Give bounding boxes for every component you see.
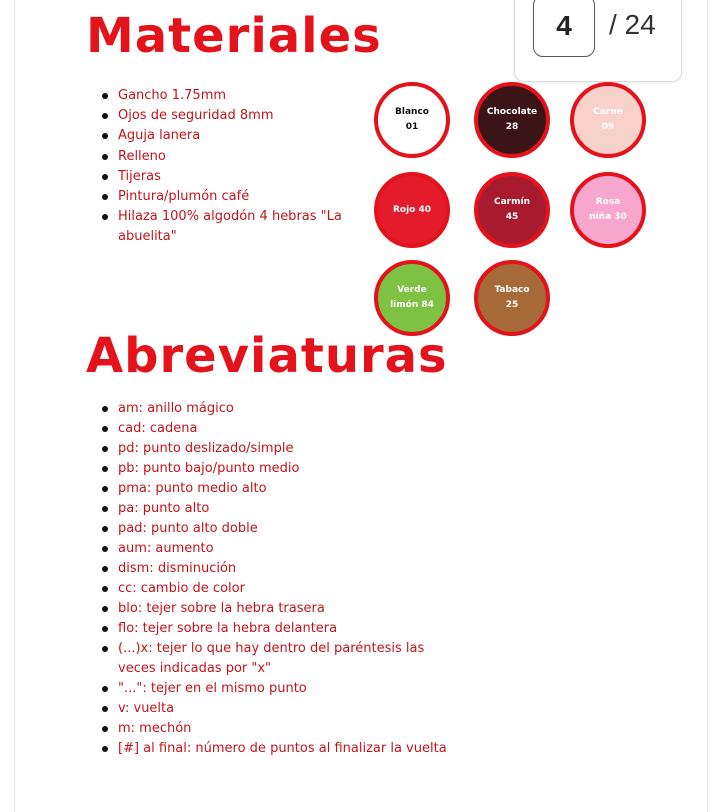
- color-swatch-tabaco: Tabaco 25: [474, 260, 550, 336]
- list-item: v: vuelta: [102, 699, 462, 719]
- list-item: pd: punto deslizado/simple: [102, 439, 462, 459]
- list-item: pma: punto medio alto: [102, 479, 462, 499]
- list-item: Tijeras: [102, 167, 362, 187]
- list-item: Gancho 1.75mm: [102, 86, 362, 106]
- page-total-label: / 24: [609, 9, 656, 40]
- color-swatch-rosa: Rosa niña 30: [570, 172, 646, 248]
- color-swatch-carne: Carne 09: [570, 82, 646, 158]
- abbreviations-list: [102, 399, 462, 759]
- list-item: cc: cambio de color: [102, 579, 462, 599]
- color-swatch-verde: Verde limón 84: [374, 260, 450, 336]
- list-item: pb: punto bajo/punto medio: [102, 459, 462, 479]
- list-item: Pintura/plumón café: [102, 187, 362, 207]
- color-swatch-carmin: Carmín 45: [474, 172, 550, 248]
- list-item: Hilaza 100% algodón 4 hebras "La abuelita": [102, 207, 362, 247]
- color-swatch-blanco: Blanco 01: [374, 82, 450, 158]
- list-item: "...": tejer en el mismo punto: [102, 679, 462, 699]
- list-item: (...)x: tejer lo que hay dentro del paréntesis las veces indicadas por "x": [102, 639, 462, 679]
- list-item: Relleno: [102, 147, 362, 167]
- list-item: Aguja lanera: [102, 126, 362, 146]
- list-item: dism: disminución: [102, 559, 462, 579]
- list-item: pa: punto alto: [102, 499, 462, 519]
- list-item: blo: tejer sobre la hebra trasera: [102, 599, 462, 619]
- list-item: flo: tejer sobre la hebra delantera: [102, 619, 462, 639]
- list-item: [#] al final: número de puntos al finalizar la vuelta: [102, 739, 462, 759]
- list-item: m: mechón: [102, 719, 462, 739]
- color-swatch-chocolate: Chocolate 28: [474, 82, 550, 158]
- list-item: aum: aumento: [102, 539, 462, 559]
- materials-heading: Materiales: [86, 8, 382, 64]
- materials-list: [102, 86, 362, 248]
- page-number-input[interactable]: [533, 0, 595, 57]
- list-item: am: anillo mágico: [102, 399, 462, 419]
- color-swatch-rojo: Rojo 40: [374, 172, 450, 248]
- list-item: pad: punto alto doble: [102, 519, 462, 539]
- abbreviations-heading: Abreviaturas: [86, 328, 448, 384]
- list-item: cad: cadena: [102, 419, 462, 439]
- list-item: Ojos de seguridad 8mm: [102, 106, 362, 126]
- page-navigator: [514, 0, 682, 82]
